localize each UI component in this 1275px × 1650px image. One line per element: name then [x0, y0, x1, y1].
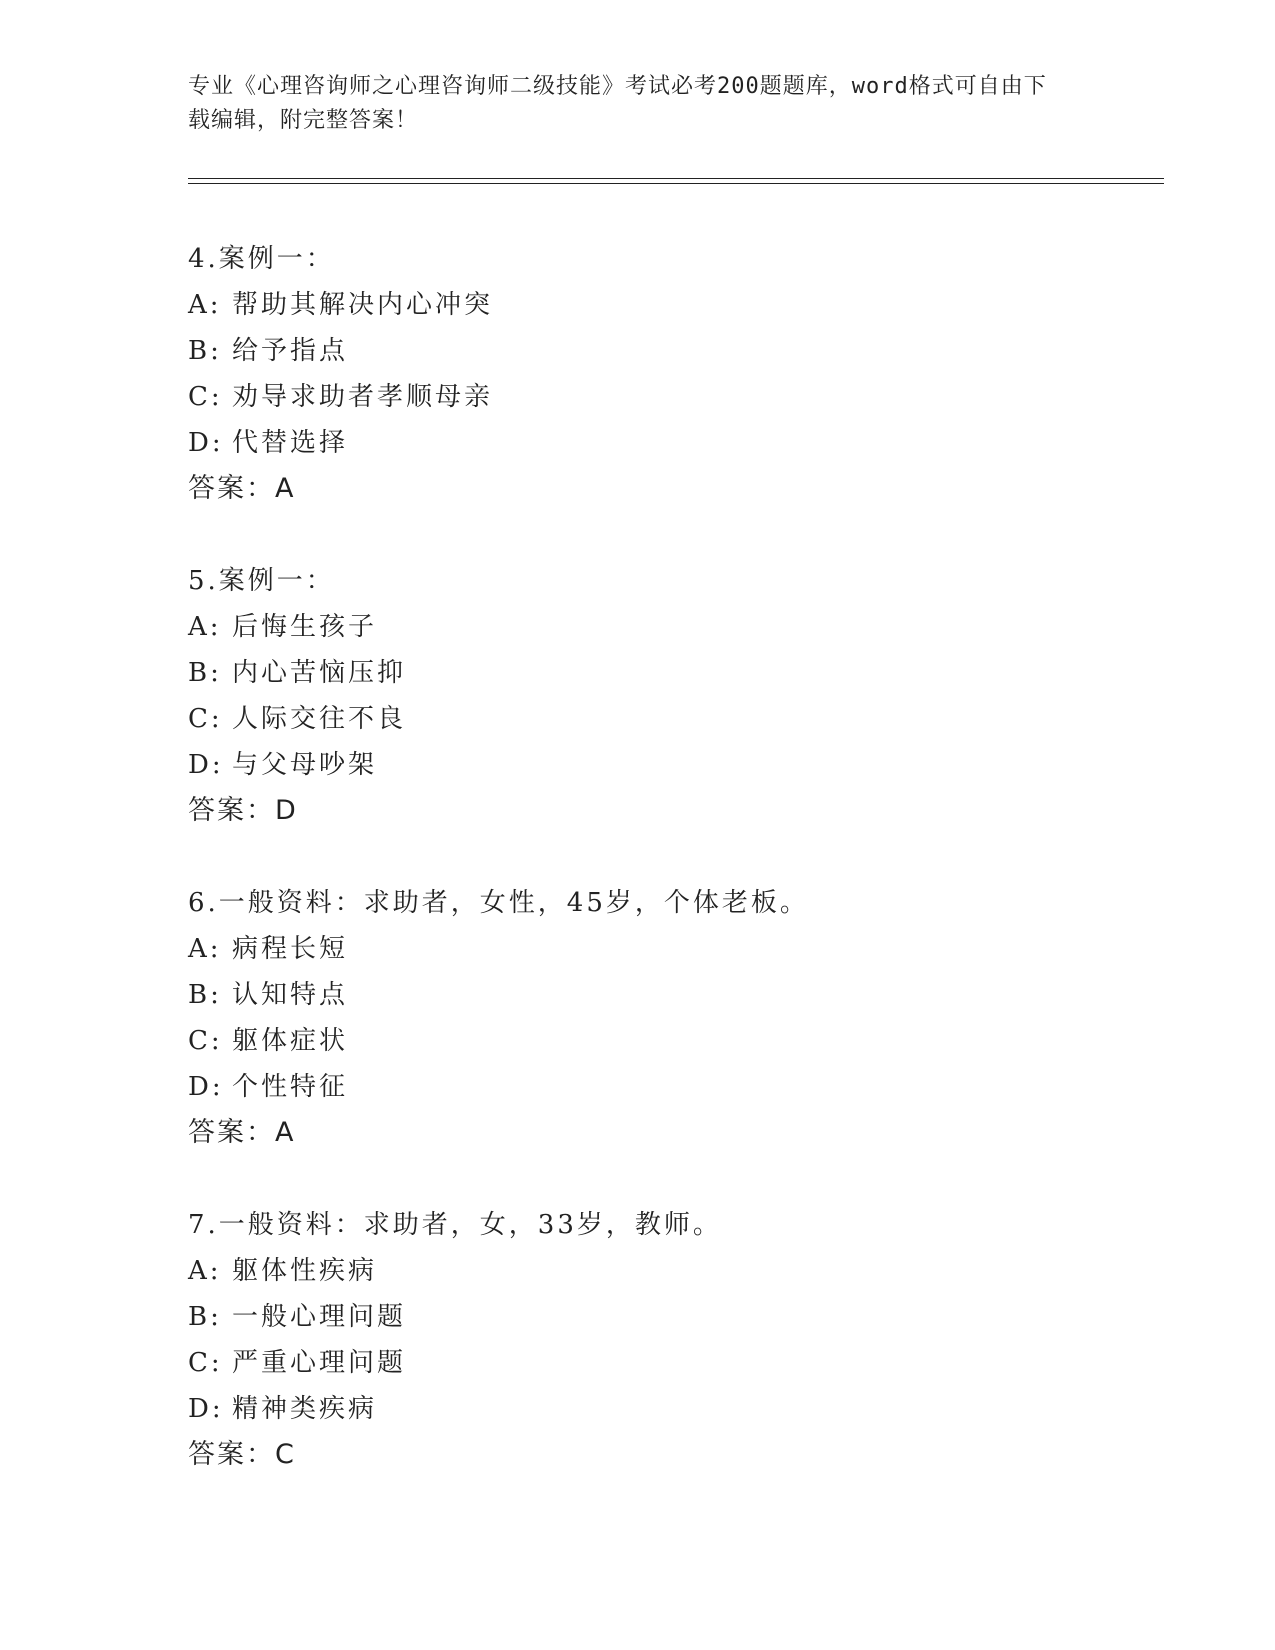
option-d [188, 1064, 1168, 1110]
document-header: 专业《心理咨询师之心理咨询师二级技能》考试必考200题题库，word格式可自由下载编辑，附完整答案！ [188, 74, 1047, 133]
option-key: D: [188, 750, 224, 780]
option-b [188, 1294, 1168, 1340]
question-block [188, 1202, 1168, 1478]
option-text: 后悔生孩子 [232, 612, 378, 642]
option-text: 给予指点 [232, 336, 349, 366]
option-b [188, 650, 1168, 696]
option-text: 内心苦恼压抑 [232, 658, 407, 688]
option-text: 认知特点 [232, 980, 349, 1010]
question-block [188, 236, 1168, 512]
option-c [188, 1018, 1168, 1064]
answer-line: 答案：C [188, 1439, 296, 1470]
option-text: 人际交往不良 [232, 704, 407, 734]
question-stem: 4.案例一： [188, 244, 335, 274]
option-c [188, 1340, 1168, 1386]
option-text: 帮助其解决内心冲突 [232, 290, 494, 320]
option-key: C: [188, 704, 223, 734]
option-text: 个性特征 [232, 1072, 349, 1102]
option-key: B: [188, 980, 222, 1010]
question-list [188, 236, 1168, 1524]
option-key: A: [188, 290, 222, 320]
option-text: 一般心理问题 [232, 1302, 407, 1332]
option-key: B: [188, 1302, 222, 1332]
option-a [188, 604, 1168, 650]
option-text: 代替选择 [232, 428, 349, 458]
option-key: A: [188, 612, 222, 642]
header-double-rule [188, 178, 1164, 184]
question-block [188, 880, 1168, 1156]
option-key: C: [188, 1026, 223, 1056]
option-text: 劝导求助者孝顺母亲 [232, 382, 494, 412]
option-text: 病程长短 [232, 934, 349, 964]
option-key: B: [188, 336, 222, 366]
option-text: 躯体性疾病 [232, 1256, 378, 1286]
option-key: D: [188, 1072, 224, 1102]
option-key: D: [188, 1394, 224, 1424]
question-stem: 7.一般资料：求助者，女，33岁，教师。 [188, 1210, 722, 1240]
option-key: D: [188, 428, 224, 458]
option-d [188, 1386, 1168, 1432]
question-stem: 5.案例一： [188, 566, 335, 596]
option-key: A: [188, 1256, 222, 1286]
answer-line: 答案：A [188, 473, 296, 504]
option-text: 严重心理问题 [232, 1348, 407, 1378]
option-b [188, 972, 1168, 1018]
option-text: 躯体症状 [232, 1026, 349, 1056]
option-text: 精神类疾病 [232, 1394, 378, 1424]
option-b [188, 328, 1168, 374]
option-key: C: [188, 382, 223, 412]
option-a [188, 926, 1168, 972]
option-text: 与父母吵架 [232, 750, 378, 780]
question-stem: 6.一般资料：求助者，女性，45岁，个体老板。 [188, 888, 809, 918]
option-c [188, 696, 1168, 742]
option-a [188, 282, 1168, 328]
option-d [188, 420, 1168, 466]
question-block [188, 558, 1168, 834]
option-key: C: [188, 1348, 223, 1378]
option-d [188, 742, 1168, 788]
option-key: B: [188, 658, 222, 688]
option-key: A: [188, 934, 222, 964]
answer-line: 答案：A [188, 1117, 296, 1148]
option-c [188, 374, 1168, 420]
option-a [188, 1248, 1168, 1294]
answer-line: 答案：D [188, 795, 298, 826]
